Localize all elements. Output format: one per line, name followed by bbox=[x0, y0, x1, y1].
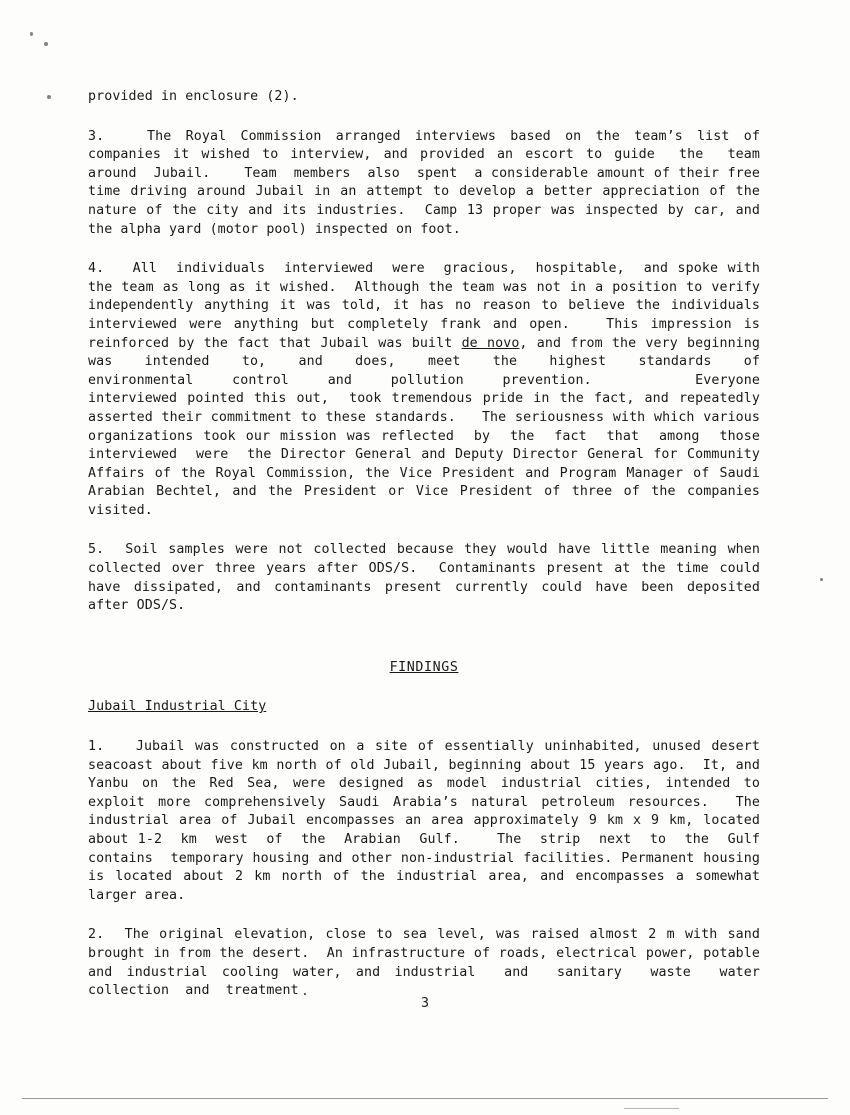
scan-speck-icon bbox=[820, 578, 823, 581]
page-number: 3 bbox=[420, 996, 429, 1011]
scan-speck-icon bbox=[30, 32, 33, 36]
section-heading-text: FINDINGS bbox=[389, 659, 459, 675]
subsection-heading-jubail: Jubail Industrial City bbox=[88, 699, 267, 715]
paragraph-4 bbox=[88, 260, 777, 520]
section-heading-findings bbox=[88, 659, 760, 678]
section-spacer bbox=[88, 637, 760, 659]
scan-speck-icon bbox=[44, 42, 48, 46]
paragraph-4-text-a: 4. All individuals interviewed were gracious, hospitable, and spoke with the team as long as it wished. Although the team was not in a position to verify independently anything it was told, it has no reason to believe the individuals interviewed were anything but completely frank and open. This impression is reinforced by the fact that Jubail was built bbox=[88, 261, 769, 351]
document-body bbox=[88, 88, 777, 1022]
paragraph-4-emphasis: de novo bbox=[461, 335, 520, 351]
page-bottom-rule-secondary bbox=[624, 1108, 679, 1109]
stray-mark-icon: . bbox=[301, 984, 309, 999]
finding-paragraph-2: 2. The original elevation, close to sea level, was raised almost 2 m with sand brought in from the desert. An infrastructure of roads, electrical power, potable and industrial cooling water, and industrial and sanitary waste water collection and treatment bbox=[88, 927, 777, 999]
finding-paragraph-1: 1. Jubail was constructed on a site of essentially uninhabited, unused desert seacoast about five km north of old Jubail, beginning about 15 years ago. It, and Yanbu on the Red Sea, were designed as model industrial cities, intended to exploit more comprehensively Saudi Arabia’s natural petroleum resources. The industrial area of Jubail encompasses an area approximately 9 km x 9 km, located about 1-2 km west of the Arabian Gulf. The strip next to the Gulf contains temporary housing and other non-industrial facilities. Permanent housing is located about 2 km north of the industrial area, and encompasses a somewhat larger area. bbox=[88, 739, 769, 903]
page-bottom-rule bbox=[22, 1098, 828, 1099]
scan-speck-icon bbox=[47, 95, 51, 99]
paragraph-4-text-b: , and from the very beginning was intended to, and does, meet the highest standards of environmental control and pollution prevention. Everyone interviewed pointed this out, took tremendous pride in the fact, and repeatedly asserted their commitment to these standards. The seriousness with which various organizations took our mission was reflected by the fact that among those interviewed were the Director General and Deputy Director General for Community Affairs of the Royal Commission, the Vice President and Program Manager of Saudi Arabian Bechtel, and the President or Vice President of three of the companies visited. bbox=[88, 335, 777, 518]
paragraph-3: 3. The Royal Commission arranged interviews based on the team’s list of companies it wished to interview, and provided an escort to guide the team around Jubail. Team members also spent a considerable amount of their free time driving around Jubail in an attempt to develop a better appreciation of the nature of the city and its industries. Camp 13 proper was inspected by car, and the alpha yard (motor pool) inspected on foot. bbox=[88, 128, 777, 237]
paragraph-5: 5. Soil samples were not collected because they would have little meaning when collected over three years after ODS/S. Contaminants present at the time could have dissipated, and contaminants present currently could have been deposited after ODS/S. bbox=[88, 542, 769, 614]
paragraph-continued: provided in enclosure (2). bbox=[88, 89, 299, 104]
